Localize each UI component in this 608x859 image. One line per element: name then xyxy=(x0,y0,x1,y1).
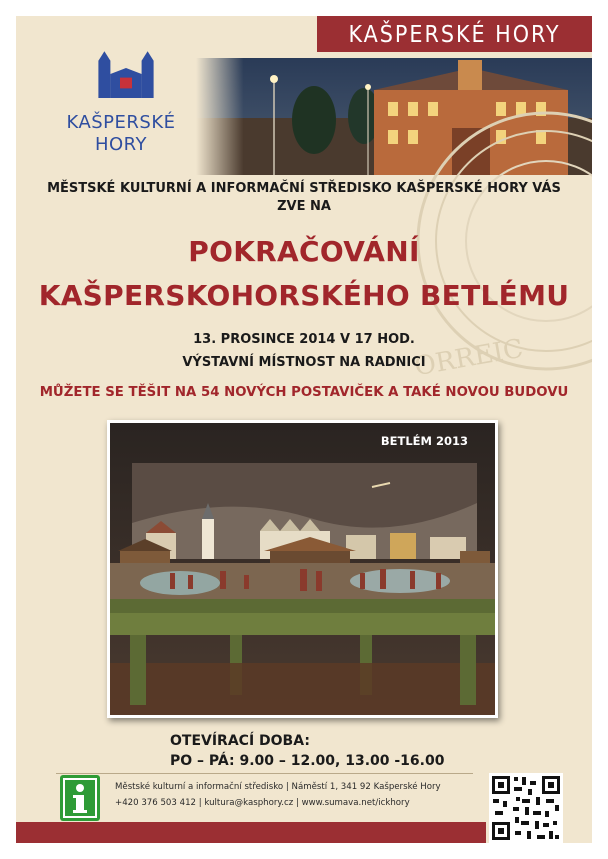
title-line-1: POKRAČOVÁNÍ xyxy=(188,235,420,268)
invitation-text xyxy=(16,180,592,216)
event-title xyxy=(16,230,592,318)
logo-text xyxy=(56,112,186,156)
town-banner: KAŠPERSKÉ HORY xyxy=(317,16,592,52)
opening-hours-label: OTEVÍRACÍ DOBA: xyxy=(170,733,310,749)
invitation-line-2: ZVE NA xyxy=(277,199,331,214)
info-icon xyxy=(60,775,100,821)
title-line-2: KAŠPERSKOHORSKÉHO BETLÉMU xyxy=(38,279,570,312)
poster xyxy=(16,16,592,843)
event-info xyxy=(16,328,592,374)
footer-address: Městské kulturní a informační středisko | Náměstí 1, 341 92 Kašperské Hory xyxy=(115,782,441,792)
info-symbol xyxy=(60,775,100,821)
event-date: 13. PROSINCE 2014 V 17 HOD. xyxy=(193,332,415,347)
qr-code[interactable] xyxy=(489,773,563,843)
footer-contacts: +420 376 503 412 | kultura@kasphory.cz | www.sumava.net/ickhory xyxy=(115,798,410,808)
nativity-scene-image xyxy=(110,423,495,715)
opening-hours-value: PO – PÁ: 9.00 – 12.00, 13.00 -16.00 xyxy=(170,753,445,769)
seal-lettering: ORREIC xyxy=(412,333,526,383)
invitation-line-1: MĚSTSKÉ KULTURNÍ A INFORMAČNÍ STŘEDISKO KAŠPERSKÉ HORY VÁS xyxy=(47,181,561,196)
logo-line-2: HORY xyxy=(94,134,148,155)
event-place: VÝSTAVNÍ MÍSTNOST NA RADNICI xyxy=(182,355,426,370)
highlight-text: MŮŽETE SE TĚŠIT NA 54 NOVÝCH POSTAVIČEK A TAKÉ NOVOU BUDOVU xyxy=(39,385,569,400)
bottom-bar xyxy=(16,822,486,843)
footer-contact xyxy=(115,779,441,811)
footer-divider xyxy=(56,773,473,774)
photo-label: BETLÉM 2013 xyxy=(380,434,468,448)
opening-hours xyxy=(170,731,444,771)
nativity-photo xyxy=(107,420,498,718)
logo-line-1: KAŠPERSKÉ xyxy=(66,112,176,133)
town-logo-icon xyxy=(96,50,156,98)
